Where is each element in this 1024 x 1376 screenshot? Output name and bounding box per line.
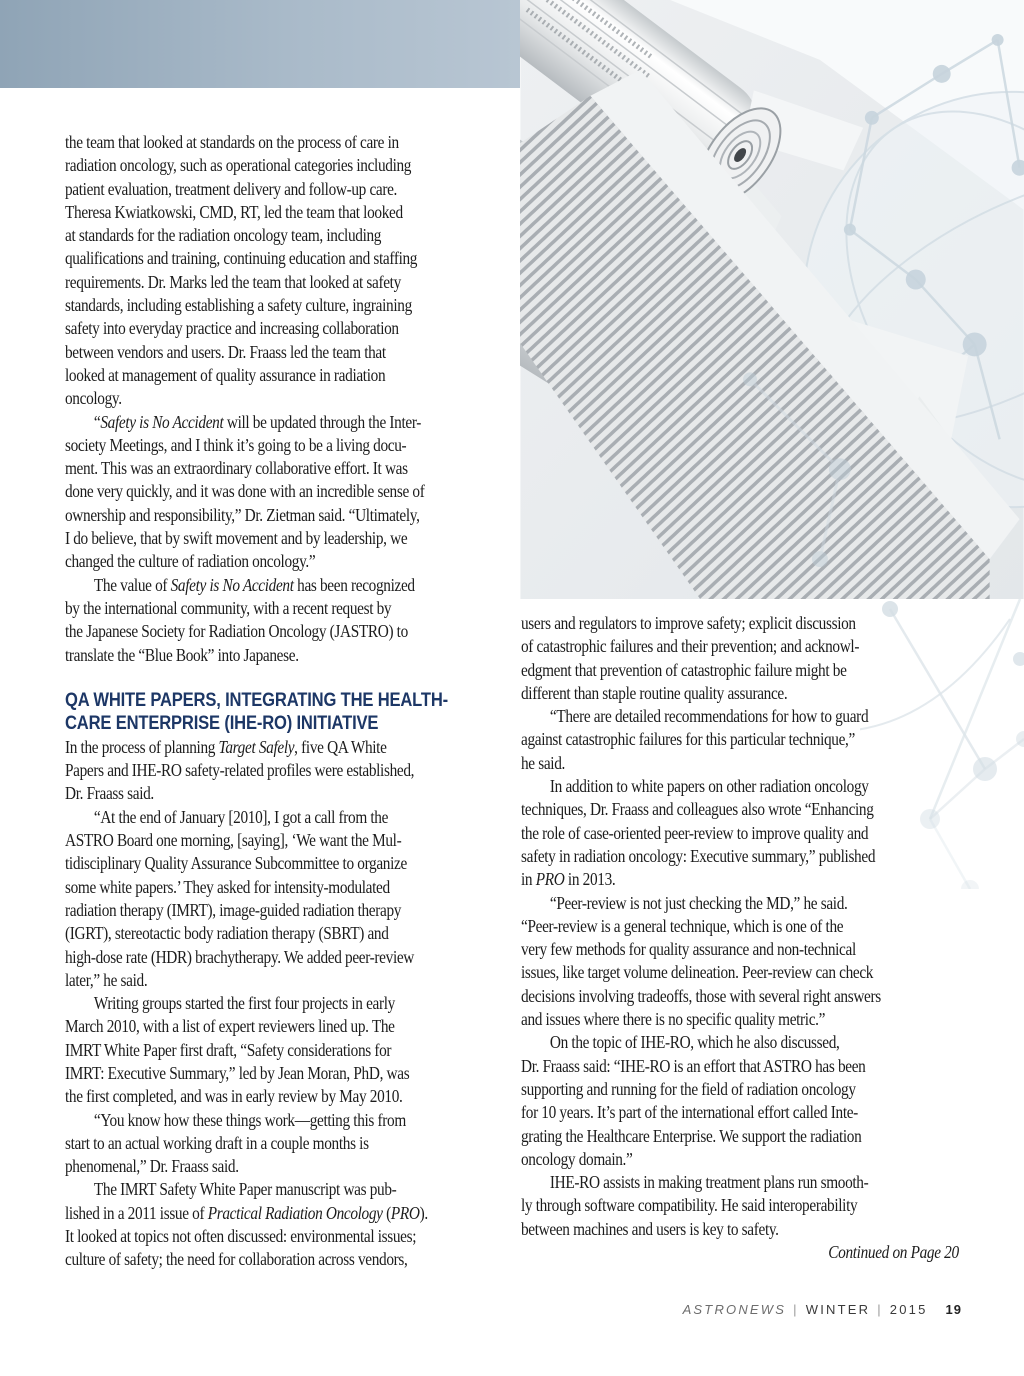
paragraph: Writing groups started the first four projects in early March 2010, with a list of expert reviewers lined up. The IMRT White Paper first draft, “Safety considerations for IMRT: Executive Summary,” led by Jean Moran, PhD, was the first completed, and was in early review by May 2010. <box>65 993 410 1107</box>
header-gradient-bar <box>0 0 520 88</box>
paragraph: users and regulators to improve safety; explicit discussion of catastrophic failures and their prevention; and acknowl- edgment that prevention of catastrophic failure might be different than staple routine quality assurance. <box>521 613 860 703</box>
continued-note: Continued on Page 20 <box>828 1242 959 1263</box>
paragraph: the team that looked at standards on the process of care in radiation oncology, such as operational categories including patient evaluation, treatment delivery and follow-up care. Theresa Kwiatkowski, CMD, RT, led the team that looked at standards for the radiation oncology team, including qualifications and training, continuing education and staffing requirements. Dr. Marks led the team that looked at safety standards, including establishing a safety culture, ingraining safety into everyday practice and increasing collaboration between vendors and users. Dr. Fraass led the team that looked at management of quality assurance in radiation oncology. <box>65 132 418 409</box>
newspapers-illustration <box>520 0 1024 599</box>
publication-name: ASTRONEWS <box>682 1302 787 1317</box>
footer-separator: | <box>793 1302 799 1317</box>
paragraph: “At the end of January [2010], I got a call from the ASTRO Board one morning, [saying], ‘We want the Mul- tidisciplinary Quality Assurance Subcommittee to organize some white papers.’ They asked for intensity-modulated radiation therapy (IMRT), image-guided radiation therapy (IGRT), stereotactic body radiation therapy (SBRT) and high-dose rate (HDR) brachytherapy. We added peer-review later,” he said. <box>65 806 415 990</box>
paragraph: “You know how these things work—getting this from start to an actual working draft in a couple months is phenomenal,” Dr. Fraass said. <box>65 1109 406 1177</box>
paragraph: “Peer-review is not just checking the MD,” he said. “Peer-review is a general technique, which is one of the very few methods for quality assurance and non-technical issues, like target volume delineation. Peer-review can check decisions involving tradeoffs, those with several right answers and issues where there is no specific quality metric.” <box>521 892 881 1030</box>
section-heading: QA WHITE PAPERS, INTEGRATING THE HEALTH- CARE ENTERPRISE (IHE-RO) INITIATIVE <box>65 688 449 735</box>
rolled-newspapers-photo <box>520 0 1024 599</box>
page-footer <box>683 1302 962 1317</box>
paragraph: On the topic of IHE-RO, which he also discussed, Dr. Fraass said: “IHE-RO is an effort that ASTRO has been supporting and running for the field of radiation oncology for 10 years. It’s part of the international effort called Inte- grating the Healthcare Enterprise. We support the radiation oncology domain.” <box>521 1032 866 1169</box>
issue-season: WINTER <box>805 1302 871 1317</box>
paragraph: The IMRT Safety White Paper manuscript was pub- lished in a 2011 issue of Practical Radiation Oncology (PRO). It looked at topics not often discussed: environmental issues; culture of safety; the need for collaboration across vendors, <box>65 1179 428 1270</box>
paragraph: In the process of planning Target Safely, five QA White Papers and IHE-RO safety-related profiles were established, Dr. Fraass said. <box>65 736 415 804</box>
issue-year: 2015 <box>889 1302 928 1317</box>
paragraph: IHE-RO assists in making treatment plans run smooth- ly through software compatibility. He said interoperability between machines and users is key to safety. <box>521 1172 869 1239</box>
left-column <box>65 131 503 1272</box>
paragraph: In addition to white papers on other radiation oncology techniques, Dr. Fraass and colleagues also wrote “Enhancing the role of case-oriented peer-review to improve quality and safety in radiation oncology: Executive summary,” published in PRO in 2013. <box>521 776 876 890</box>
paragraph: “Safety is No Accident will be updated through the Inter- society Meetings, and I think it’s going to be a living docu- ment. This was an extraordinary collaborative effort. It was done very quickly, and it was done with an incredible sense of ownership and responsibility,” Dr. Zietman said. “Ultimately, I do believe, that by swift movement and by leadership, we changed the culture of radiation oncology.” <box>65 411 425 572</box>
paragraph: The value of Safety is No Accident has been recognized by the international community, with a recent request by the Japanese Society for Radiation Oncology (JASTRO) to translate the “Blue Book” into Japanese. <box>65 574 415 665</box>
footer-separator: | <box>877 1302 883 1317</box>
paragraph: “There are detailed recommendations for how to guard against catastrophic failures for this particular technique,” he said. <box>521 706 869 773</box>
page-number: 19 <box>945 1302 962 1317</box>
right-column <box>521 612 959 1264</box>
